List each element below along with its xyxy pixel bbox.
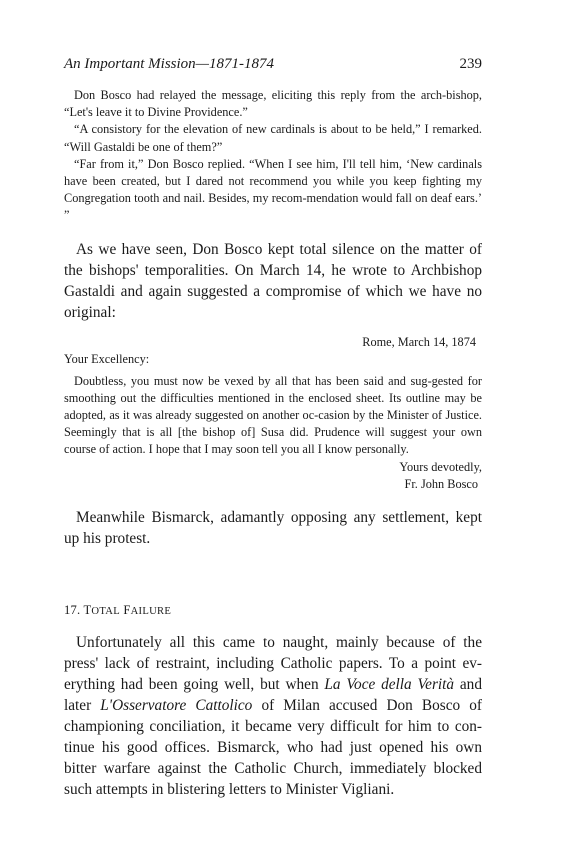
dialogue-paragraph: “A consistory for the elevation of new cardinals is about to be held,” I remarked. “Will Gastaldi be one of them?” (64, 122, 482, 154)
letter-block (64, 334, 482, 493)
letter-dateline: Rome, March 14, 1874 (362, 334, 476, 349)
body-paragraph: As we have seen, Don Bosco kept total silence on the matter of the bishops' temporalities. On March 14, he wrote to Archbishop Gastaldi and again suggested a compromise of which we have no original: (64, 240, 482, 321)
body-text (64, 239, 482, 323)
letter-signoff (64, 459, 482, 493)
section-heading (64, 603, 482, 618)
section-title-word: TOTAL (83, 603, 120, 618)
text-run: Unfortunately all this came to naught, mainly because of the press' lack of restraint, including Catholic papers. To a point ev-erything had been going well, but when (64, 634, 482, 694)
section-paragraph (64, 632, 482, 800)
body-paragraph: Meanwhile Bismarck, adamantly opposing any settlement, kept up his protest. (64, 509, 482, 548)
section-body (64, 632, 482, 800)
letter-signature: Fr. John Bosco (404, 476, 478, 491)
letter-salutation: Your Excellency: (64, 351, 150, 366)
page-number: 239 (459, 56, 482, 72)
text-run: and later (64, 676, 482, 715)
page-header (64, 56, 482, 73)
dialogue-paragraph: “Far from it,” Don Bosco replied. “When I see him, I'll tell him, ‘New cardinals have been created, but I dared not recommend you while you keep fighting my Congregation tooth and nail. Besides, my recom-mendation would fall on deaf ears.’ ” (64, 156, 482, 223)
dialogue-paragraph: Don Bosco had relayed the message, eliciting this reply from the arch-bishop, “Let's leave it to Divine Providence.” (64, 88, 482, 120)
section-title-word: FAILURE (123, 603, 172, 618)
section-number: 17. (64, 603, 81, 618)
body-text (64, 507, 482, 549)
running-head: An Important Mission—1871-1874 (64, 56, 274, 72)
newspaper-title: La Voce della Verità (324, 676, 455, 694)
book-page (64, 56, 482, 800)
newspaper-title: L'Osservatore Cattolico (100, 697, 253, 715)
letter-text: Doubtless, you must now be vexed by all that has been said and sug-gested for smoothing out the difficulties mentioned in the enclosed sheet. Its outline may be adopted, as it was already suggested on another oc-casion by the Minister of Justice. Seemingly that is all [the bishop of] Susa did. Prudence will suggest your own course of action. I hope that I may soon tell you all I know personally. (64, 373, 482, 457)
letter-closing: Yours devotedly, (399, 459, 482, 474)
dialogue-block (64, 87, 482, 225)
text-run: of Milan accused Don Bosco of championing conciliation, it became very difficult for him to con-tinue his good offices. Bismarck, who had just opened his own bitter warfare against the Catholic Church, immediately blocked such attempts in blistering letters to Minister Vigliani. (64, 697, 483, 799)
